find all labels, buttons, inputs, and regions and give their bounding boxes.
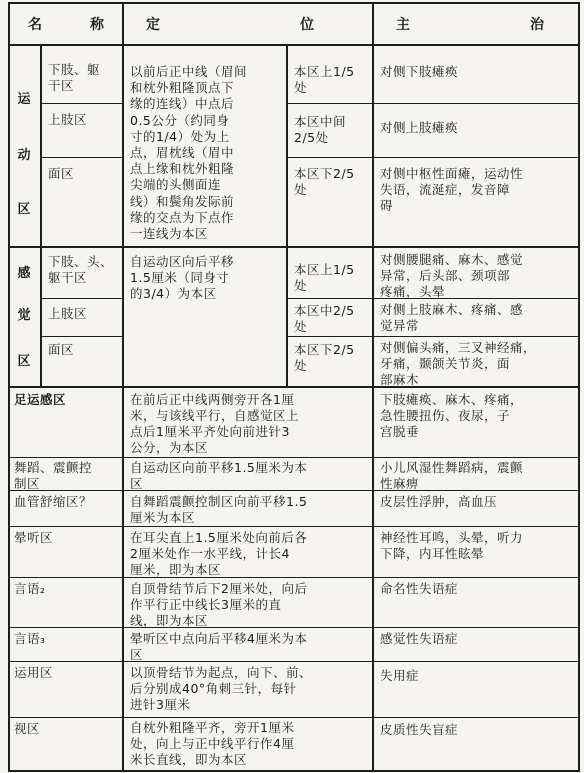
vertigo-area-indication: 神经性耳鸣，头晕，听力 下降，内耳性眩晕 xyxy=(380,530,524,561)
chorea-area-location: 自运动区向前平移1.5厘米为本 区 xyxy=(130,460,308,491)
divider xyxy=(40,103,122,104)
sensory-face-indication: 对侧偏头痛，三叉神经痛， 牙痛，颞颌关节炎，面 部麻木 xyxy=(380,340,537,387)
motor-face-indication: 对侧中枢性面瘫，运动性 失语，流涎症，发音障 碍 xyxy=(380,166,524,213)
header-indication-2: 治 xyxy=(530,17,544,33)
speech2-area-name: 言语₂ xyxy=(14,581,46,596)
divider xyxy=(286,103,578,104)
motor-upper-segment: 本区中间 2/5处 xyxy=(294,114,347,145)
speech3-area-location: 晕听区中点向后平移4厘米为本 区 xyxy=(130,631,308,662)
sensory-upper-name: 上肢区 xyxy=(48,306,88,321)
table-border-bottom xyxy=(8,770,580,772)
sensory-upper-segment: 本区中2/5 处 xyxy=(294,303,355,334)
motor-lower-indication: 对侧下肢瘫痪 xyxy=(380,64,459,79)
vasomotor-area-location: 自舞蹈震颤控制区向前平移1.5 厘米为本区 xyxy=(130,494,308,525)
divider xyxy=(40,157,122,158)
group-sensory-char: 觉 xyxy=(17,308,31,323)
header-name-1: 名 xyxy=(28,17,42,33)
col-divider-segment xyxy=(286,46,288,386)
motor-lower-segment: 本区上1/5 处 xyxy=(294,64,355,95)
divider xyxy=(40,298,122,299)
table-border-top xyxy=(8,2,580,4)
usage-area-location: 以顶骨结节为起点，向下、前、 后分别成40°角刺三针，每针 进针3厘米 xyxy=(130,665,313,712)
vasomotor-area-indication: 皮层性浮肿，高血压 xyxy=(380,494,498,509)
speech2-area-indication: 命名性失语症 xyxy=(380,581,459,596)
speech2-area-location: 自顶骨结节后下2厘米处，向后 作平行正中线长3厘米的直 线，即为本区 xyxy=(130,581,308,628)
vertigo-area-location: 在耳尖直上1.5厘米处向前后各 2厘米处作一水平线，计长4 厘米，即为本区 xyxy=(130,530,308,577)
header-location-1: 定 xyxy=(146,17,160,33)
sensory-upper-indication: 对侧上肢麻木、疼痛、感 觉异常 xyxy=(380,302,524,333)
divider xyxy=(40,336,122,337)
usage-area-name: 运用区 xyxy=(14,665,54,680)
foot-area-indication: 下肢瘫痪、麻木、疼痛， 急性腰扭伤、夜尿，子 宫脱垂 xyxy=(380,392,524,439)
speech3-area-indication: 感觉性失语症 xyxy=(380,631,459,646)
header-divider xyxy=(8,44,580,46)
group-motor-char: 运 xyxy=(17,92,31,107)
motor-lower-name: 下肢、躯 干区 xyxy=(48,62,101,93)
header-name-2: 称 xyxy=(90,17,104,33)
header-location-2: 位 xyxy=(300,17,314,33)
visual-area-indication: 皮质性失盲症 xyxy=(380,722,459,737)
sensory-location: 自运动区向后平移 1.5厘米（同身寸 的3/4）为本区 xyxy=(130,254,235,301)
sensory-face-segment: 本区下2/5 处 xyxy=(294,342,355,373)
divider xyxy=(286,157,578,158)
row-divider xyxy=(8,457,580,458)
group-motor-char: 动 xyxy=(17,148,31,163)
visual-area-location: 自枕外粗隆平齐，旁开1厘米 处，向上与正中线平行作4厘 米长直线，即为本区 xyxy=(130,720,295,767)
usage-area-indication: 失用症 xyxy=(380,668,420,683)
motor-location: 以前后正中线（眉间 和枕外粗隆顶点下 缘的连线）中点后 0.5公分（约同身 寸的1/4）处为上 点，眉枕线（眉中 点上缘和枕外粗隆 尖端的头侧面连 线）和鬓角发际前 缘的交点为下点作 一连线为本区 xyxy=(130,64,248,242)
sensory-lower-name: 下肢、头、 躯干区 xyxy=(48,254,114,285)
vertigo-area-name: 晕听区 xyxy=(14,530,54,545)
speech3-area-name: 言语₃ xyxy=(14,631,46,646)
row-divider xyxy=(8,717,580,718)
sensory-face-name: 面区 xyxy=(48,342,75,357)
col-divider-group xyxy=(40,46,42,386)
foot-area-location: 在前后正中线两侧旁开各1厘 米，与该线平行，自感觉区上 点后1厘米平齐处向前进针3 公分，为本区 xyxy=(130,392,300,455)
header-indication-1: 主 xyxy=(396,17,410,33)
motor-face-segment: 本区下2/5 处 xyxy=(294,166,355,197)
sensory-lower-segment: 本区上1/5 处 xyxy=(294,262,355,293)
sensory-lower-indication: 对侧腰腿痛、麻木、感觉 异常，后头部、颈项部 疼痛，头晕 xyxy=(380,252,524,299)
group-motor-char: 区 xyxy=(17,202,31,217)
motor-upper-indication: 对侧上肢瘫痪 xyxy=(380,120,459,135)
motor-upper-name: 上肢区 xyxy=(48,112,88,127)
motor-face-name: 面区 xyxy=(48,166,75,181)
motor-sensory-divider xyxy=(8,246,580,248)
group-sensory-char: 感 xyxy=(17,266,31,281)
divider xyxy=(286,336,578,337)
vasomotor-area-name: 血管舒缩区？ xyxy=(14,494,93,509)
chorea-area-indication: 小儿风湿性舞蹈病，震颤 性麻痹 xyxy=(380,460,524,491)
row-divider xyxy=(8,526,580,527)
group-sensory-char: 区 xyxy=(17,354,31,369)
visual-area-name: 视区 xyxy=(14,721,41,736)
chorea-area-name: 舞蹈、震颤控 制区 xyxy=(14,460,93,491)
foot-area-name: 足运感区 xyxy=(14,392,67,407)
